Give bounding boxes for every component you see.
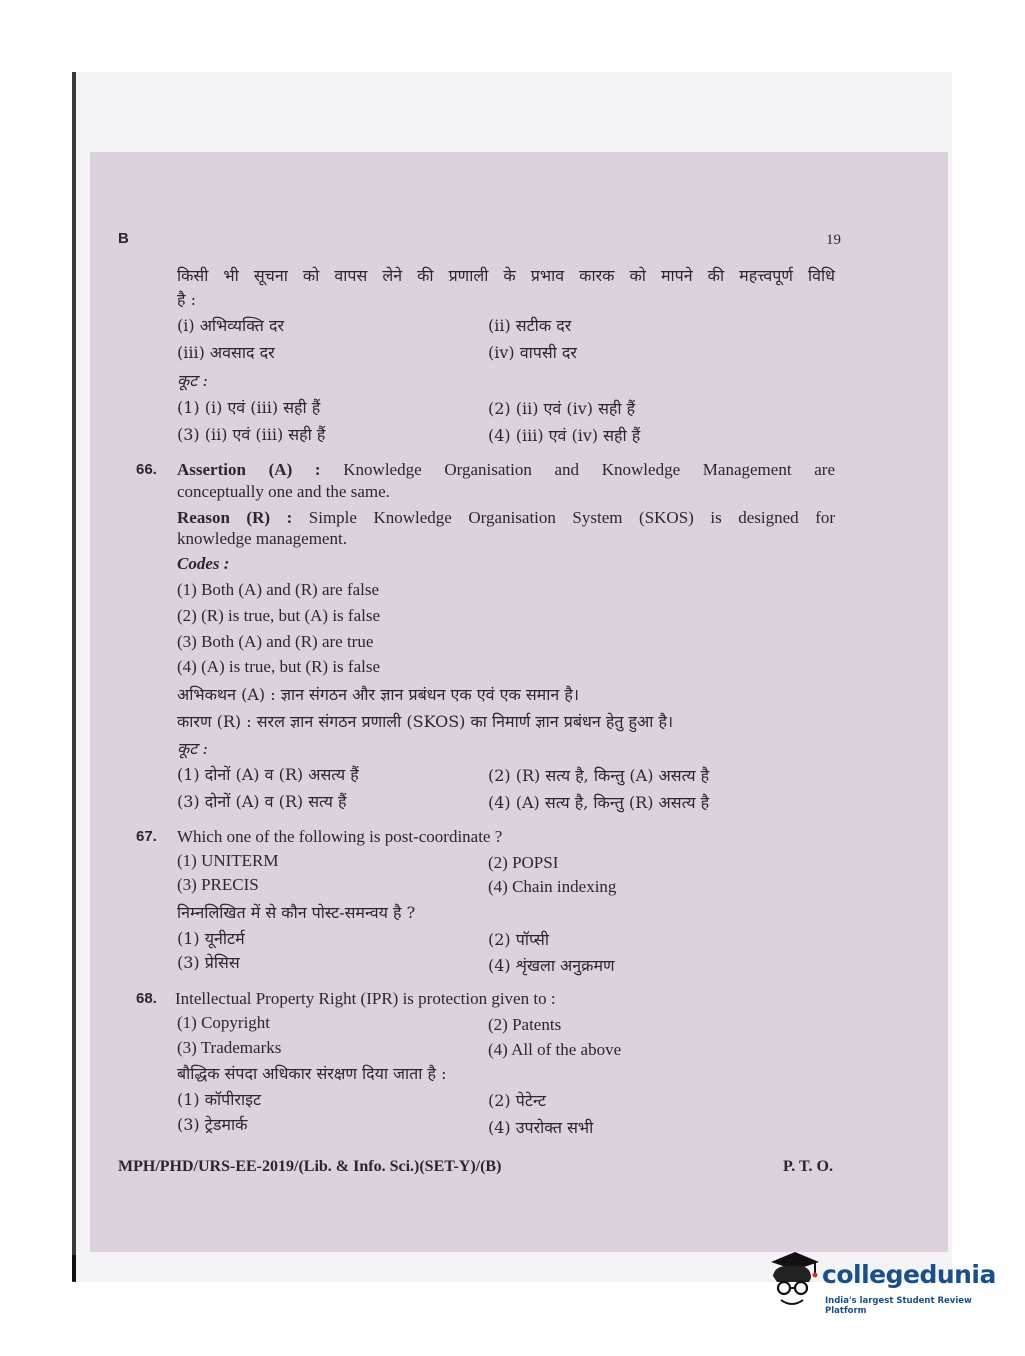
q65-option-3: (3) (ii) एवं (iii) सही हैं xyxy=(177,425,326,444)
q67-hindi-option-2: (2) पॉप्सी xyxy=(488,930,549,949)
collegedunia-watermark xyxy=(765,1248,995,1318)
q66-hindi-option-2: (2) (R) सत्य है, किन्तु (A) असत्य है xyxy=(488,766,710,785)
q68-hindi-option-3: (3) ट्रेडमार्क xyxy=(177,1115,248,1134)
q66-reason-text: Simple Knowledge Organisation System (SKOS) is designed for xyxy=(308,508,836,527)
q66-hindi-codes-label: कूट : xyxy=(177,739,208,758)
q65-item-4: (iv) वापसी दर xyxy=(488,343,577,362)
page-number: 19 xyxy=(826,232,841,248)
q68-hindi-option-2: (2) पेटेन्ट xyxy=(488,1091,546,1110)
q67-number: 67. xyxy=(136,828,157,845)
brand-name: collegedunia xyxy=(822,1260,996,1289)
q66-option-4: (4) (A) is true, but (R) is false xyxy=(177,657,381,676)
q66-hindi-option-3: (3) दोनों (A) व (R) सत्य हैं xyxy=(177,792,347,811)
q68-option-1: (1) Copyright xyxy=(177,1013,271,1032)
q68-question: Intellectual Property Right (IPR) is protection given to : xyxy=(175,989,556,1008)
q67-question: Which one of the following is post-coordinate ? xyxy=(177,827,503,846)
brand-tagline: India's largest Student Review Platform xyxy=(825,1296,972,1316)
q66-codes-label: Codes : xyxy=(177,554,230,573)
scan-edge-line xyxy=(72,72,76,1282)
scan-edge-mark xyxy=(72,1255,76,1281)
q66-reason-label: Reason (R) : xyxy=(177,508,293,527)
q67-option-1: (1) UNITERM xyxy=(177,851,279,870)
q67-hindi-question: निम्नलिखित में से कौन पोस्ट-समन्वय है ? xyxy=(177,903,416,922)
q66-assertion-line1 xyxy=(177,460,835,480)
q66-option-2: (2) (R) is true, but (A) is false xyxy=(177,606,381,625)
q65-stem-line2: है : xyxy=(177,290,196,309)
q68-option-2: (2) Patents xyxy=(488,1015,562,1034)
q68-number: 68. xyxy=(136,990,157,1007)
q67-option-3: (3) PRECIS xyxy=(177,875,259,894)
q66-assertion-text: Knowledge Organisation and Knowledge Management are xyxy=(343,460,835,479)
q66-reason-line1 xyxy=(177,508,835,528)
q66-hindi-option-1: (1) दोनों (A) व (R) असत्य हैं xyxy=(177,765,359,784)
q67-hindi-option-1: (1) यूनीटर्म xyxy=(177,929,245,948)
q66-number: 66. xyxy=(136,461,157,478)
q67-hindi-option-3: (3) प्रेसिस xyxy=(177,953,240,972)
q65-item-3: (iii) अवसाद दर xyxy=(177,343,275,362)
footer-pto: P. T. O. xyxy=(783,1158,833,1175)
q66-option-3: (3) Both (A) and (R) are true xyxy=(177,632,374,651)
q66-hindi-option-4: (4) (A) सत्य है, किन्तु (R) असत्य है xyxy=(488,793,710,812)
q66-assertion-label: Assertion (A) : xyxy=(177,460,321,479)
q65-item-2: (ii) सटीक दर xyxy=(488,316,572,335)
mascot-icon xyxy=(765,1248,821,1318)
q65-option-1: (1) (i) एवं (iii) सही हैं xyxy=(177,398,321,417)
q65-option-4: (4) (iii) एवं (iv) सही हैं xyxy=(488,426,641,445)
q65-item-1: (i) अभिव्यक्ति दर xyxy=(177,316,285,335)
footer-paper-code: MPH/PHD/URS-EE-2019/(Lib. & Info. Sci.)(SET-Y)/(B) xyxy=(118,1158,502,1175)
q65-stem-line1: किसी भी सूचना को वापस लेने की प्रणाली के प्रभाव कारक को मापने की महत्त्वपूर्ण विधि xyxy=(177,266,835,285)
q68-option-3: (3) Trademarks xyxy=(177,1038,282,1057)
q66-hindi-assertion: अभिकथन (A) : ज्ञान संगठन और ज्ञान प्रबंधन एक एवं एक समान है। xyxy=(177,685,579,704)
q66-hindi-reason: कारण (R) : सरल ज्ञान संगठन प्रणाली (SKOS) का निमार्ण ज्ञान प्रबंधन हेतु हुआ है। xyxy=(177,712,674,731)
q66-assertion-line2: conceptually one and the same. xyxy=(177,482,390,501)
q65-codes-label: कूट : xyxy=(177,371,208,390)
q68-hindi-option-4: (4) उपरोक्त सभी xyxy=(488,1118,594,1137)
set-label: B xyxy=(118,230,129,247)
q68-hindi-question: बौद्धिक संपदा अधिकार संरक्षण दिया जाता है : xyxy=(177,1064,447,1083)
q68-hindi-option-1: (1) कॉपीराइट xyxy=(177,1090,262,1109)
q66-option-1: (1) Both (A) and (R) are false xyxy=(177,580,380,599)
q67-option-4: (4) Chain indexing xyxy=(488,877,617,896)
q67-hindi-option-4: (4) शृंखला अनुक्रमण xyxy=(488,956,615,975)
q67-option-2: (2) POPSI xyxy=(488,853,559,872)
q68-option-4: (4) All of the above xyxy=(488,1040,622,1059)
q66-reason-line2: knowledge management. xyxy=(177,529,347,548)
q65-option-2: (2) (ii) एवं (iv) सही हैं xyxy=(488,399,636,418)
